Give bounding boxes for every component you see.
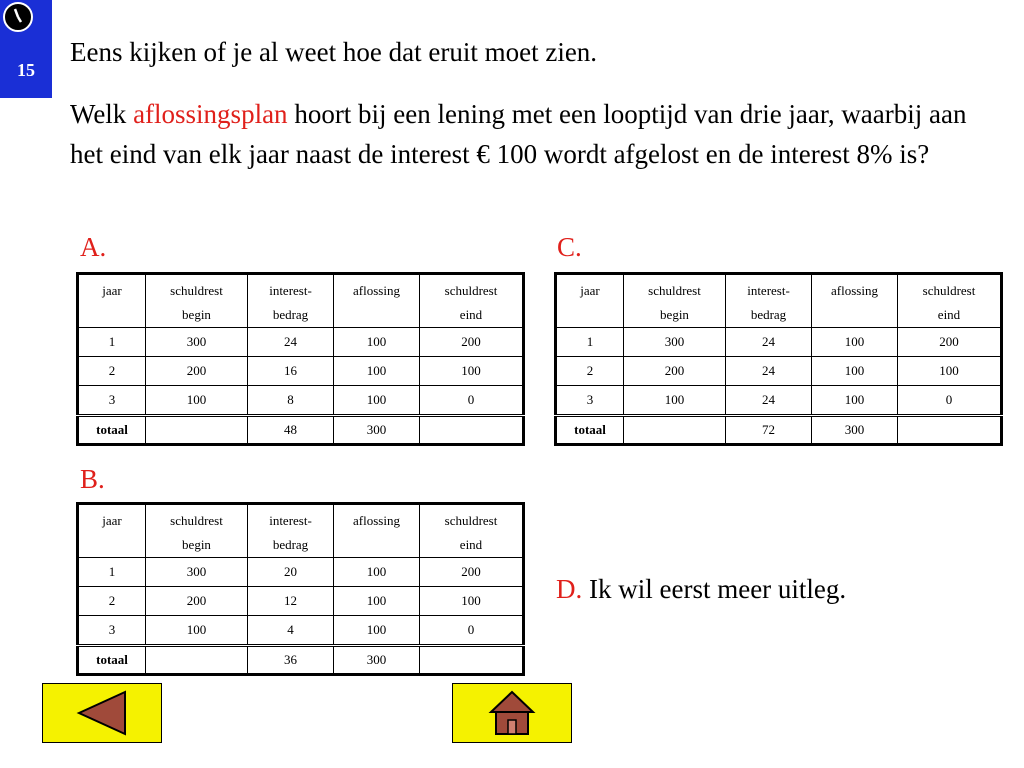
slide-title: Eens kijken of je al weet hoe dat eruit moet zien. — [70, 37, 598, 67]
header-interestbedrag: interest- bedrag — [248, 504, 334, 558]
option-b-label[interactable]: B. — [80, 464, 105, 494]
header-interestbedrag: interest- bedrag — [726, 274, 812, 328]
table-row: 3 100 4 100 0 — [78, 616, 524, 646]
table-row: 3 100 8 100 0 — [78, 386, 524, 416]
header-schuldrest-eind: schuldrest eind — [420, 504, 524, 558]
table-row: 2 200 12 100 100 — [78, 587, 524, 616]
option-b-table[interactable] — [76, 502, 525, 676]
back-button[interactable] — [42, 683, 162, 743]
table-total-row: totaal 48 300 — [78, 416, 524, 445]
header-jaar: jaar — [78, 274, 146, 328]
table-row: 2 200 24 100 100 — [556, 357, 1002, 386]
header-schuldrest-begin: schuldrest begin — [146, 504, 248, 558]
table-row: 1 300 24 100 200 — [556, 328, 1002, 357]
header-jaar: jaar — [556, 274, 624, 328]
option-a-table[interactable] — [76, 272, 525, 446]
question-before: Welk — [70, 99, 134, 129]
option-c-table[interactable] — [554, 272, 1003, 446]
header-interestbedrag: interest- bedrag — [248, 274, 334, 328]
home-button[interactable] — [452, 683, 572, 743]
table-total-row: totaal 36 300 — [78, 646, 524, 675]
slide-number: 15 — [17, 60, 35, 80]
option-a-label[interactable]: A. — [80, 232, 107, 262]
question-after: hoort bij een lening met een looptijd van drie jaar, waarbij aan het eind van elk jaar naast de interest € 100 wordt afgelost en de interest 8% is? — [70, 99, 967, 169]
option-d-text[interactable]: Ik wil eerst meer uitleg. — [582, 574, 847, 604]
question-text — [70, 94, 990, 174]
table-row: 3 100 24 100 0 — [556, 386, 1002, 416]
header-aflossing: aflossing — [812, 274, 898, 328]
option-c-label[interactable]: C. — [557, 232, 582, 262]
home-icon — [453, 684, 571, 742]
header-schuldrest-begin: schuldrest begin — [624, 274, 726, 328]
header-jaar: jaar — [78, 504, 146, 558]
back-triangle-icon — [43, 684, 161, 742]
clock-icon — [3, 2, 33, 32]
header-aflossing: aflossing — [334, 504, 420, 558]
header-schuldrest-eind: schuldrest eind — [898, 274, 1002, 328]
table-total-row: totaal 72 300 — [556, 416, 1002, 445]
table-row: 2 200 16 100 100 — [78, 357, 524, 386]
option-d-label[interactable]: D. — [556, 574, 583, 604]
option-d[interactable] — [556, 574, 846, 605]
header-schuldrest-begin: schuldrest begin — [146, 274, 248, 328]
table-row: 1 300 20 100 200 — [78, 558, 524, 587]
slide-sidebar — [0, 0, 52, 98]
table-row: 1 300 24 100 200 — [78, 328, 524, 357]
question-highlight: aflossingsplan — [133, 99, 288, 129]
header-schuldrest-eind: schuldrest eind — [420, 274, 524, 328]
header-aflossing: aflossing — [334, 274, 420, 328]
